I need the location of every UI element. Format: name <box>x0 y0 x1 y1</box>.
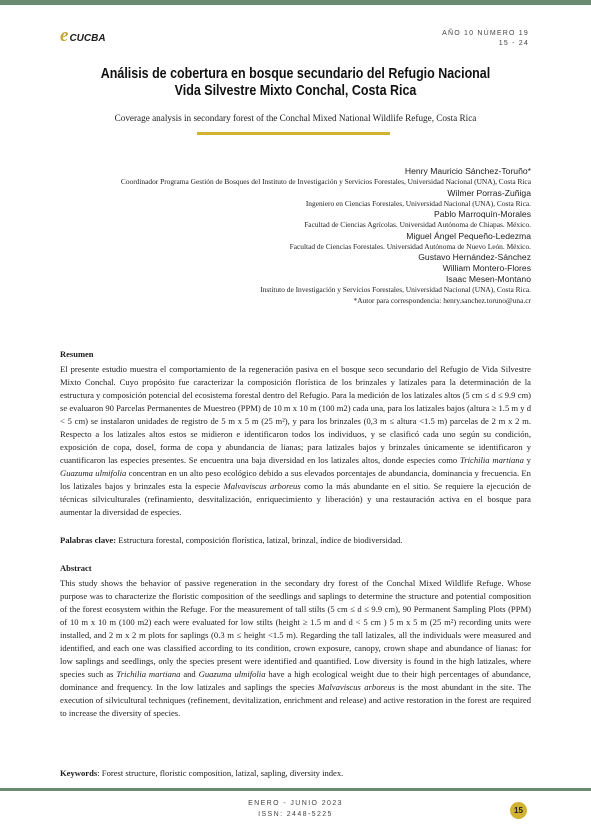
title-divider <box>197 132 390 135</box>
page-range: 15 - 24 <box>498 40 529 47</box>
issue-info <box>442 29 529 49</box>
resumen-section <box>60 348 531 519</box>
issn: ISSN: 2448-5225 <box>258 810 333 818</box>
palabras-clave <box>60 534 531 547</box>
author-name: Gustavo Hernández-Sánchez <box>418 252 531 262</box>
palabras-clave-label: Palabras clave: <box>60 535 117 545</box>
article-title: Análisis de cobertura en bosque secundario del Refugio Nacional Vida Silvestre Mixto Conchal, Costa Rica <box>100 66 491 99</box>
species-name: Malvaviscus arboreus <box>317 682 395 692</box>
page-number: 15 <box>510 802 527 819</box>
keywords <box>60 767 531 780</box>
correspondence-note: *Autor para correspondencia: henry.sanchez.toruno@una.cr <box>353 295 531 305</box>
palabras-clave-text: Estructura forestal, composición florística, latizal, brinzal, índice de biodiversidad. <box>116 535 403 545</box>
author-name: Isaac Mesen-Montano <box>445 274 531 284</box>
author-name: Wilmer Porras-Zuñiga <box>447 187 531 198</box>
author-affiliation: Facultad de Ciencias Agrícolas. Universidad Autónoma de Chiapas. México. <box>304 220 531 229</box>
species-name: Guazuma ulmifolia <box>60 468 127 478</box>
article-subtitle: Coverage analysis in secondary forest of the Conchal Mixed National Wildlife Refuge, Costa Rica <box>114 113 477 123</box>
issue-number: AÑO 10 NÚMERO 19 <box>442 30 529 37</box>
author-affiliation: Coordinador Programa Gestión de Bosques del Instituto de Investigación y Servicios Forestales, Universidad Nacional (UNA), Costa Rica <box>120 177 531 186</box>
top-border <box>0 0 591 5</box>
resumen-heading: Resumen <box>60 349 94 359</box>
species-name: Guazuma ulmifolia <box>198 669 266 679</box>
author-name: William Montero-Flores <box>442 263 531 273</box>
footer <box>0 799 591 820</box>
journal-logo <box>60 27 106 45</box>
species-name: Trichilia martiana <box>116 669 181 679</box>
author-affiliation: Instituto de Investigación y Servicios Forestales, Universidad Nacional (UNA), Costa Rica. <box>260 285 531 294</box>
author-affiliation: Facultad de Ciencias Forestales. Universidad Autónoma de Nuevo León. México. <box>289 241 531 251</box>
author-name: Miguel Ángel Pequeño-Ledezma <box>406 230 531 241</box>
author-block <box>111 166 531 306</box>
author-affiliation: Ingeniero en Ciencias Forestales, Universidad Nacional (UNA), Costa Rica. <box>305 198 531 208</box>
bottom-border <box>0 788 591 791</box>
logo-text: CUCBA <box>69 33 106 44</box>
keywords-label: Keywords <box>60 768 98 778</box>
abstract-heading: Abstract <box>60 563 92 573</box>
logo-mark: e <box>60 25 69 46</box>
species-name: Trichilia martiana <box>460 455 524 465</box>
author-name: Pablo Marroquín-Morales <box>434 209 531 219</box>
species-name: Malvaviscus arboreus <box>223 481 301 491</box>
keywords-text: : Forest structure, floristic composition, latizal, sapling, diversity index. <box>97 768 344 778</box>
abstract-section <box>60 562 531 720</box>
author-name: Henry Mauricio Sánchez-Toruño* <box>404 166 531 176</box>
abstract-text: This study shows the behavior of passive regeneration in the secondary dry forest of the Conchal Mixed Wildlife Refuge. Whose purpose was to characterize the floristic composition of the seedlings and saplings to determine the structure and potential composition of the forest ecosystem within the Refuge. For the measurement of tall stilts (5 cm ≤ d ≤ 9.9 cm), 90 Permanent Sampling Plots (PPM) of 10 m x 10 m (100 m2) each were evaluated for low stilts (height ≥ 1.5 m and d < 5 cm ) 5 m x 5 m (25 m²) recording units were installed, and 2 m x 2 m plots for saplings (0.3 m ≤ height <1.5 m). Regarding the tall latizales, all the individuals were measured and identified, and each one was classified according to its condition, crown exposure, canopy, crown shape and abundance of lianas: for low saplings and seedlings, only the species present were identified and quantified. Low diversity is found in the high latizales, where species such as Trichilia martiana and Guazuma ulmifolia have a high ecological weight due to their high percentages of abundance, dominance and frequency. In the low latizales and saplings the species Malvaviscus arboreus is the most abundant in the site. The execution of silvicultural techniques (refinement, devitalization, enrichment and release) and active restoration in the forest are required to increase the diversity of species. <box>60 578 532 718</box>
issue-date: ENERO - JUNIO 2023 <box>248 800 343 807</box>
resumen-text: El presente estudio muestra el comportamiento de la regeneración pasiva en el bosque seco secundario del Refugio de Vida Silvestre Mixto Conchal. Cuyo propósito fue caracterizar la composición florística de los brinzales y latizales para la determinación de la estructura y composición potencial del ecosistema forestal dentro del Refugio. Para la medición de los latizales altos (5 cm ≤ d ≤ 9.9 cm) se evaluaron 90 Parcelas Permanentes de Muestreo (PPM) de 10 m x 10 m (100 m2) cada una, para los latizales bajos (altura ≥ 1.5 m y d < 5 cm) se instalaron unidades de registro de 5 m x 5 m (25 m²), y para los brinzales (0,3 m ≤ altura <1.5 m) parcelas de 2 m x 2 m. Respecto a los latizales altos estos se midieron e identificaron todos los individuos, y se clasificó cada uno según su condición, exposición de copa, dosel, forma de copa y abundancia de lianas; para latizales bajos y brinzales únicamente se identificaron y cuantificaron las especies presentes. Se encuentra una baja diversidad en los latizales altos, donde especies como Trichilia martiana y Guazuma ulmifolia concentran en un alto peso ecológico debido a sus elevados porcentajes de abundancia, dominancia y frecuencia. En los latizales bajos y brinzales esta la especie Malvaviscus arboreus como la más abundante en el sitio. Se requiere la ejecución de técnicas silviculturales (refinamiento, desvitalización, enriquecimiento y liberación) y una restauración activa en el bosque para aumentar la diversidad de especies. <box>60 364 531 517</box>
